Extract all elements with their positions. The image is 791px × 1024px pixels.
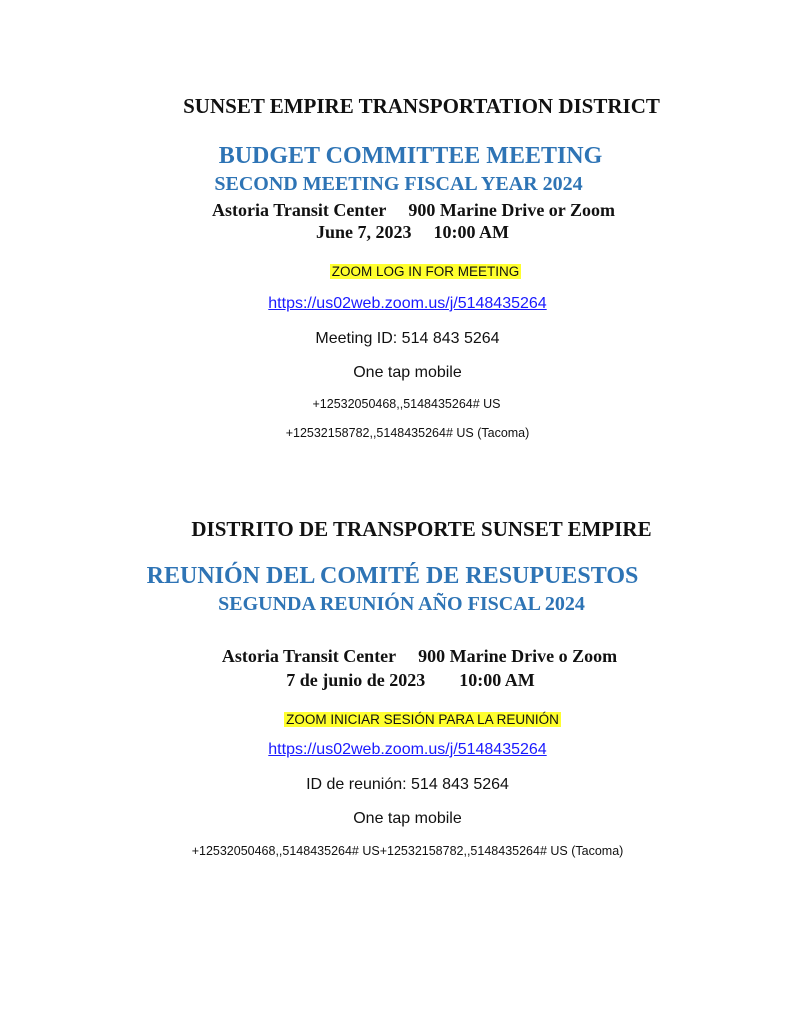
spanish-location-address: 900 Marine Drive o Zoom (418, 646, 618, 666)
english-meeting-id: Meeting ID: 514 843 5264 (315, 330, 500, 347)
spanish-meeting-title: REUNIÓN DEL COMITÉ DE RESUPUESTOS (146, 563, 639, 589)
english-meeting-subtitle: SECOND MEETING FISCAL YEAR 2024 (214, 173, 583, 195)
english-phone-1: +12532050468,,5148435264# US (312, 397, 501, 411)
english-zoom-link[interactable]: https://us02web.zoom.us/j/5148435264 (268, 295, 547, 312)
english-district-heading: SUNSET EMPIRE TRANSPORTATION DISTRICT (183, 94, 660, 118)
english-date: June 7, 2023 (315, 222, 412, 242)
spanish-date-line (15, 670, 791, 691)
spanish-phone-numbers: +12532050468,,5148435264# US+12532158782,,5148435264# US (Tacoma) (191, 844, 624, 858)
spanish-zoom-label: ZOOM INICIAR SESIÓN PARA LA REUNIÓN (286, 712, 559, 727)
spanish-zoom-link[interactable]: https://us02web.zoom.us/j/5148435264 (268, 741, 547, 758)
english-date-line (17, 222, 791, 243)
spanish-district-heading: DISTRITO DE TRANSPORTE SUNSET EMPIRE (191, 517, 652, 541)
english-zoom-url-line (12, 295, 791, 313)
spanish-meeting-subtitle: SEGUNDA REUNIÓN AÑO FISCAL 2024 (218, 593, 585, 615)
spanish-date: 7 de junio de 2023 (286, 670, 426, 690)
english-location-name: Astoria Transit Center (212, 200, 387, 220)
spanish-time: 10:00 AM (459, 670, 535, 690)
spanish-meeting-id: ID de reunión: 514 843 5264 (306, 776, 509, 793)
spanish-one-tap-label: One tap mobile (353, 810, 462, 827)
english-phone-2: +12532158782,,5148435264# US (Tacoma) (285, 426, 530, 440)
english-time: 10:00 AM (433, 222, 509, 242)
english-meeting-title: BUDGET COMMITTEE MEETING (218, 143, 603, 169)
english-location-line (18, 200, 791, 221)
spanish-location-name: Astoria Transit Center (221, 646, 397, 666)
spanish-location-line (24, 646, 791, 667)
spanish-zoom-url-line (12, 741, 791, 759)
english-location-address: 900 Marine Drive or Zoom (408, 200, 615, 220)
english-one-tap-label: One tap mobile (353, 364, 462, 381)
spanish-zoom-label-line (27, 712, 791, 727)
english-zoom-label-line (30, 264, 791, 279)
english-zoom-label: ZOOM LOG IN FOR MEETING (331, 264, 520, 279)
